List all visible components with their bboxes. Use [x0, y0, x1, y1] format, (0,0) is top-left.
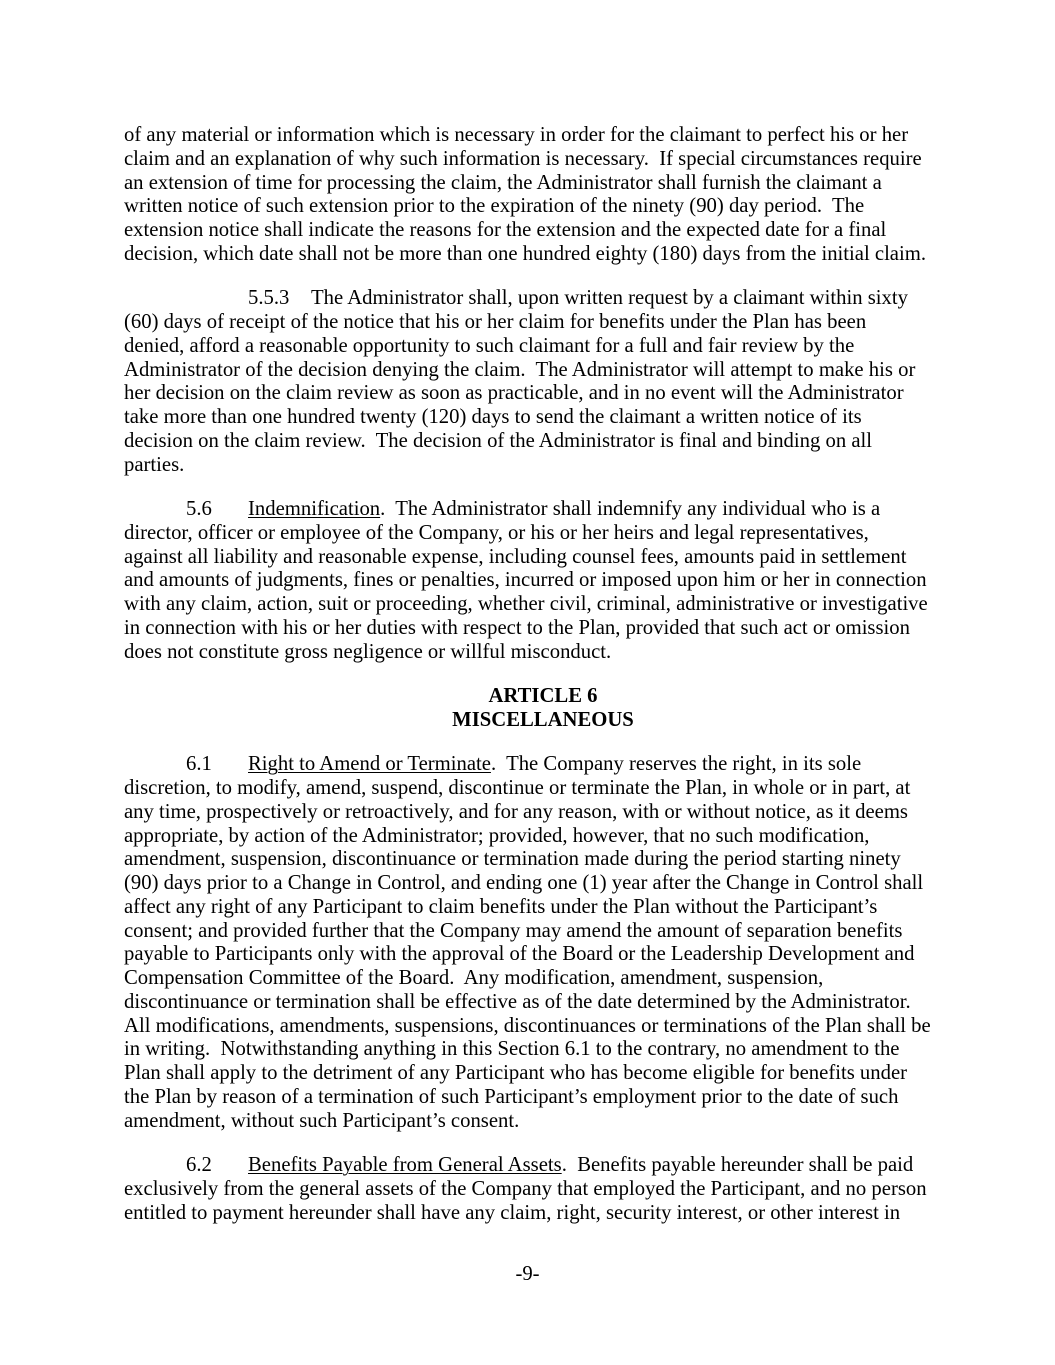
text-line: amendment, suspension, discontinuance or termination made during the period starting ninety — [124, 848, 901, 871]
article-subtitle: MISCELLANEOUS — [452, 708, 634, 731]
text-line: does not constitute gross negligence or willful misconduct. — [124, 640, 612, 663]
text-line: affect any right of any Participant to claim benefits under the Plan without the Participant’s — [124, 895, 878, 918]
text-line: consent; and provided further that the Company may amend the amount of separation benefits — [124, 919, 903, 942]
article-heading — [124, 685, 962, 733]
paragraph-claim-continuation — [124, 124, 962, 267]
text-line: denied, afford a reasonable opportunity to such claimant for a full and fair review by the — [124, 334, 855, 357]
text-line: decision, which date shall not be more than one hundred eighty (180) days from the initial claim. — [124, 242, 927, 265]
text-line: discretion, to modify, amend, suspend, discontinue or terminate the Plan, in whole or in part, at — [124, 777, 911, 799]
section-text: . Benefits payable hereunder shall be paid — [561, 1154, 914, 1176]
text-line: with any claim, action, suit or proceeding, whether civil, criminal, administrative or investigative — [124, 593, 928, 615]
section-first-line — [124, 1154, 962, 1178]
section-heading: Right to Amend or Terminate — [248, 753, 491, 776]
text-line: Compensation Committee of the Board. Any modification, amendment, suspension, — [124, 967, 824, 989]
section-5-5-3 — [124, 287, 962, 477]
section-heading: Benefits Payable from General Assets — [248, 1154, 562, 1176]
text-line: Plan shall apply to the detriment of any Participant who has become eligible for benefits under — [124, 1062, 908, 1084]
text-line: (60) days of receipt of the notice that his or her claim for benefits under the Plan has been — [124, 311, 867, 333]
section-body — [124, 1178, 962, 1226]
text-line: (90) days prior to a Change in Control, and ending one (1) year after the Change in Control shall — [124, 872, 924, 894]
text-line: the Plan by reason of a termination of such Participant’s employment prior to the date of such — [124, 1085, 899, 1108]
text-line: any time, prospectively or retroactively, and for any reason, with or without notice, as it deems — [124, 800, 908, 823]
article-title: ARTICLE 6 — [488, 685, 598, 707]
text-line: discontinuance or termination shall be effective as of the date determined by the Administrator. — [124, 990, 911, 1013]
section-6-1 — [124, 753, 962, 1133]
section-text: . The Company reserves the right, in its sole — [490, 753, 862, 776]
text-line: exclusively from the general assets of the Company that employed the Participant, and no person — [124, 1177, 927, 1200]
section-body — [124, 522, 962, 665]
section-first-line — [124, 498, 962, 522]
section-5-6 — [124, 498, 962, 664]
section-heading: Indemnification — [248, 498, 381, 520]
text-line: of any material or information which is necessary in order for the claimant to perfect his or her — [124, 124, 909, 146]
section-number: 6.2 — [186, 1154, 212, 1176]
section-6-2 — [124, 1154, 962, 1225]
text-line: Administrator of the decision denying the claim. The Administrator will attempt to make his or — [124, 358, 916, 381]
text-line: claim and an explanation of why such information is necessary. If special circumstances require — [124, 147, 922, 170]
text-line: appropriate, by action of the Administrator; provided, however, that no such modification, — [124, 824, 870, 847]
text-line: and amounts of judgments, fines or penalties, incurred or imposed upon him or her in connection — [124, 569, 927, 592]
section-text: The Administrator shall, upon written request by a claimant within sixty — [311, 287, 908, 310]
text-line: against all liability and reasonable expense, including counsel fees, amounts paid in settlement — [124, 545, 907, 568]
text-line: director, officer or employee of the Company, or his or her heirs and legal representatives, — [124, 521, 869, 544]
section-text: . The Administrator shall indemnify any individual who is a — [380, 498, 881, 520]
text-line: payable to Participants only with the approval of the Board or the Leadership Development and — [124, 943, 915, 966]
text-line: in connection with his or her duties with respect to the Plan, provided that such act or omission — [124, 616, 910, 639]
text-line: extension notice shall indicate the reasons for the extension and the expected date for a final — [124, 219, 887, 241]
text-line: her decision on the claim review as soon as practicable, and in no event will the Administrator — [124, 382, 904, 405]
text-line: decision on the claim review. The decision of the Administrator is final and binding on all — [124, 429, 873, 452]
section-body — [124, 311, 962, 477]
text-line: written notice of such extension prior to the expiration of the ninety (90) day period. The — [124, 195, 865, 218]
text-line: amendment, without such Participant’s consent. — [124, 1109, 520, 1132]
text-line: parties. — [124, 453, 185, 476]
text-line: in writing. Notwithstanding anything in this Section 6.1 to the contrary, no amendment to the — [124, 1038, 900, 1061]
text-line: an extension of time for processing the claim, the Administrator shall furnish the claimant a — [124, 171, 882, 194]
text-line: All modifications, amendments, suspensions, discontinuances or terminations of the Plan shall be — [124, 1014, 931, 1037]
section-number: 5.6 — [186, 498, 212, 520]
section-first-line — [124, 287, 962, 311]
section-body — [124, 777, 962, 1133]
document-body — [124, 124, 962, 1246]
section-number: 5.5.3 — [248, 287, 290, 310]
page-number: -9- — [515, 1263, 540, 1285]
section-number: 6.1 — [186, 753, 212, 776]
text-line: entitled to payment hereunder shall have any claim, right, security interest, or other interest in — [124, 1201, 901, 1224]
text-line: take more than one hundred twenty (120) days to send the claimant a written notice of its — [124, 406, 862, 428]
section-first-line — [124, 753, 962, 777]
